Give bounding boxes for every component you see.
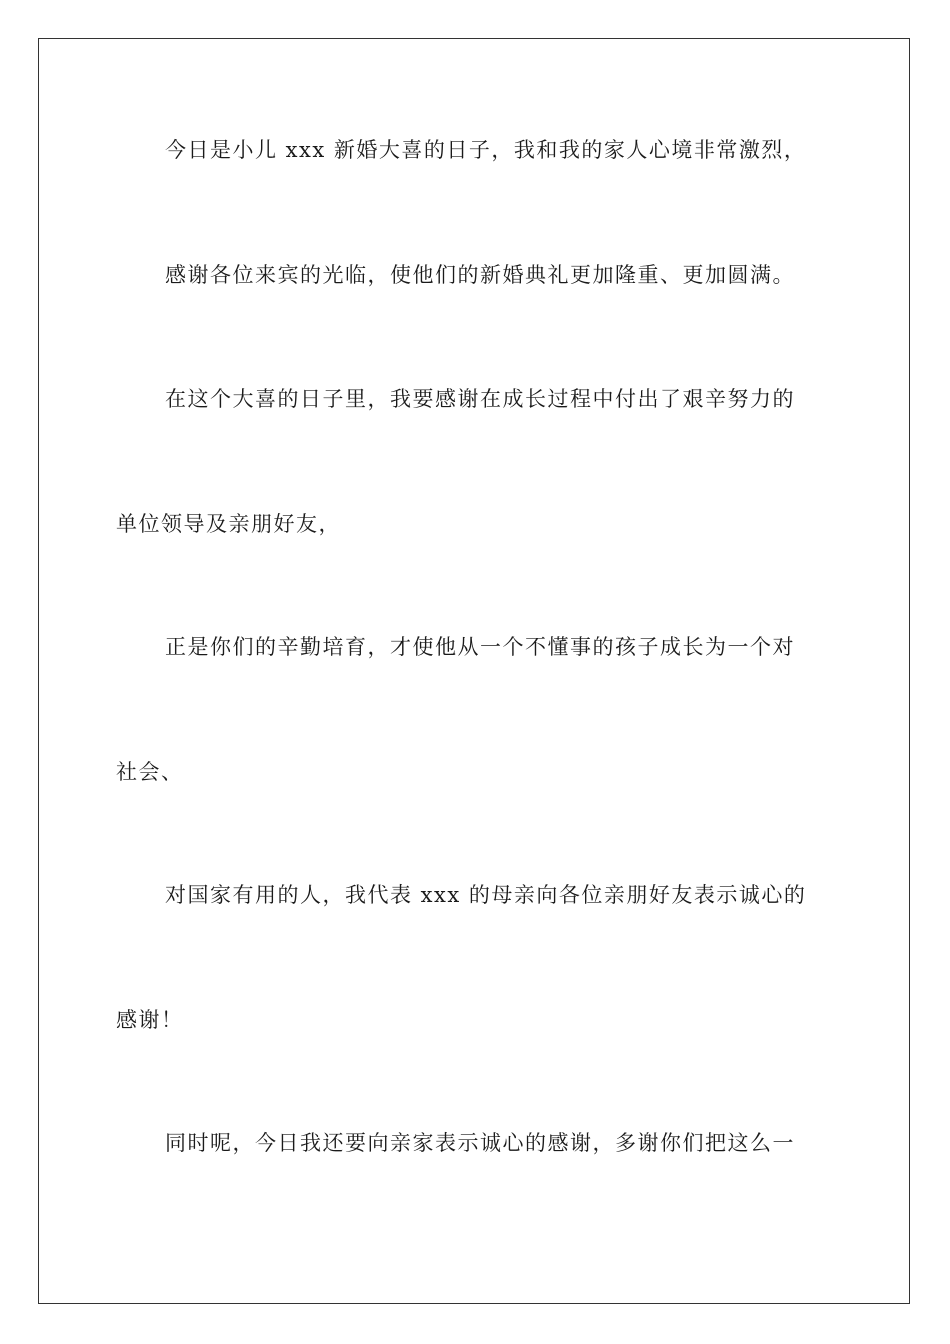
page-border xyxy=(38,38,910,1304)
paragraph-line-8: 感谢！ xyxy=(116,1008,184,1032)
paragraph-line-7: 对国家有用的人，我代表 xxx 的母亲向各位亲朋好友表示诚心的 xyxy=(165,883,807,907)
paragraph-line-1: 今日是小儿 xxx 新婚大喜的日子，我和我的家人心境非常激烈， xyxy=(165,138,807,162)
paragraph-line-4: 单位领导及亲朋好友， xyxy=(116,512,341,536)
paragraph-line-5: 正是你们的辛勤培育，才使他从一个不懂事的孩子成长为一个对 xyxy=(165,635,795,659)
paragraph-line-2: 感谢各位来宾的光临，使他们的新婚典礼更加隆重、更加圆满。 xyxy=(165,263,795,287)
paragraph-line-3: 在这个大喜的日子里，我要感谢在成长过程中付出了艰辛努力的 xyxy=(165,387,795,411)
paragraph-line-9: 同时呢，今日我还要向亲家表示诚心的感谢，多谢你们把这么一 xyxy=(165,1131,795,1155)
paragraph-line-6: 社会、 xyxy=(116,760,184,784)
